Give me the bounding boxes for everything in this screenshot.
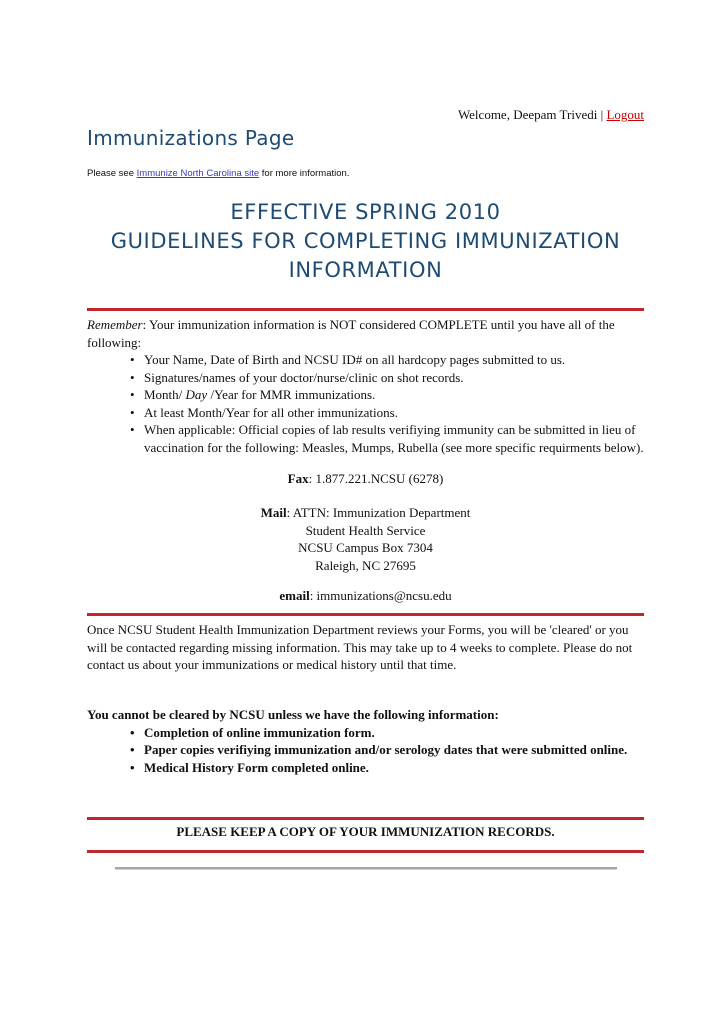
fax-label: Fax	[287, 471, 309, 486]
page-title: Immunizations Page	[87, 126, 295, 150]
remember-list	[87, 351, 644, 456]
immunize-nc-link[interactable]: Immunize North Carolina site	[136, 168, 260, 179]
remember-intro	[87, 316, 644, 351]
divider-red	[87, 613, 644, 616]
guidelines-heading	[87, 198, 644, 285]
welcome-text: Welcome, Deepam Trivedi |	[457, 107, 604, 122]
logout-link[interactable]: Logout	[606, 107, 644, 122]
divider-red	[87, 817, 644, 820]
fax-line	[87, 470, 644, 488]
list-item: • Paper copies verifiying immunization and/or serology dates that were submitted online.	[130, 741, 644, 759]
mail-block	[87, 504, 644, 574]
remember-text: : Your immunization information is NOT considered COMPLETE until you have all of the following:	[87, 317, 615, 350]
list-item: • At least Month/Year for all other immunizations.	[130, 404, 644, 422]
list-item-mmr	[130, 386, 644, 404]
divider-red	[87, 308, 644, 311]
info-line	[87, 167, 349, 180]
heading-line-2: GUIDELINES FOR COMPLETING IMMUNIZATION	[110, 229, 621, 253]
info-suffix: for more information.	[261, 168, 350, 179]
requirements-list	[87, 724, 644, 777]
requirements-intro: You cannot be cleared by NCSU unless we have the following information:	[87, 707, 499, 722]
heading-line-3: INFORMATION	[288, 258, 443, 282]
list-item: • Your Name, Date of Birth and NCSU ID# on all hardcopy pages submitted to us.	[130, 351, 644, 369]
divider-red	[87, 850, 644, 853]
welcome-bar	[87, 107, 644, 123]
mmr-suffix: /Year for MMR immunizations.	[210, 387, 376, 402]
email-label: email	[279, 588, 310, 603]
email-value: : immunizations@ncsu.edu	[309, 588, 452, 603]
info-prefix: Please see	[87, 168, 135, 179]
mail-line-4: Raleigh, NC 27695	[315, 557, 416, 573]
requirements-section	[87, 706, 644, 776]
mail-line-1: : ATTN: Immunization Department	[286, 505, 471, 520]
remember-label: Remember	[87, 317, 143, 332]
divider-grey	[115, 867, 617, 870]
email-line	[87, 587, 644, 605]
keep-copy-notice: PLEASE KEEP A COPY OF YOUR IMMUNIZATION RECORDS.	[176, 824, 555, 839]
list-item: • Signatures/names of your doctor/nurse/clinic on shot records.	[130, 369, 644, 387]
remember-section	[87, 316, 644, 456]
list-item: • Medical History Form completed online.	[130, 759, 644, 777]
mail-line-2: Student Health Service	[305, 522, 426, 538]
list-item: • Completion of online immunization form.	[130, 724, 644, 742]
review-paragraph: Once NCSU Student Health Immunization Department reviews your Forms, you will be 'cleared' or you will be contacted regarding missing information. This may take up to 4 weeks to complete. Please do not contact us about your immunizations or medical history until that time.	[87, 622, 633, 672]
mail-line-3: NCSU Campus Box 7304	[298, 540, 433, 555]
mail-label: Mail	[260, 505, 287, 520]
mmr-day: Day	[185, 387, 208, 402]
mmr-prefix: Month/	[144, 387, 183, 402]
heading-line-1: EFFECTIVE SPRING 2010	[230, 200, 501, 224]
fax-value: : 1.877.221.NCSU (6278)	[308, 471, 444, 486]
list-item: • When applicable: Official copies of lab results verifiying immunity can be submitted in lieu of vaccination for the following: Measles, Mumps, Rubella (see more specific requirments below).	[130, 421, 644, 456]
